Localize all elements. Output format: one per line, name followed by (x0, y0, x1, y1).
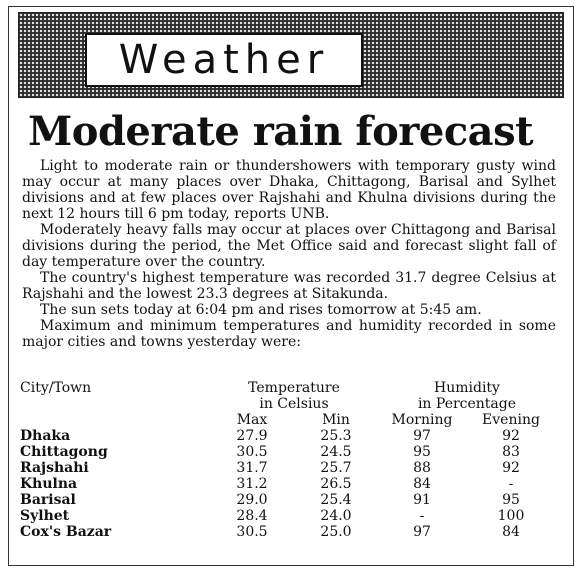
min-temp-cell: 25.7 (320, 460, 352, 476)
evening-humidity-cell: 100 (497, 508, 525, 524)
section-label: Weather (118, 37, 330, 83)
min-temp-cell: 26.5 (320, 476, 352, 492)
article-paragraph: Light to moderate rain or thundershowers with temporary gusty wind may occur at many places over Dhaka, Chittagong, Barisal and Sylhet divisions and at few places over Rajshahi and Khulna divisions during the next 12 hours till 6 pm today, reports UNB. (22, 158, 556, 222)
max-temp-cell: 31.7 (236, 460, 268, 476)
table-row (20, 492, 556, 508)
morning-humidity-cell: 84 (413, 476, 431, 492)
humidity-unit-header: in Percentage (417, 396, 517, 412)
humidity-header: Humidity (434, 380, 500, 396)
city-cell: Cox's Bazar (20, 524, 112, 540)
morning-humidity-cell: 97 (413, 428, 431, 444)
morning-humidity-cell: 97 (413, 524, 431, 540)
evening-humidity-cell: 84 (502, 524, 520, 540)
article-paragraph: The country's highest temperature was recorded 31.7 degree Celsius at Rajshahi and the lowest 23.3 degrees at Sitakunda. (22, 270, 556, 302)
min-temp-cell: 25.0 (320, 524, 352, 540)
temperature-unit-header: in Celsius (259, 396, 329, 412)
max-temp-cell: 27.9 (236, 428, 268, 444)
max-temp-cell: 30.5 (236, 524, 268, 540)
evening-humidity-cell: 83 (502, 444, 520, 460)
min-temp-cell: 25.3 (320, 428, 352, 444)
table-row (20, 508, 556, 524)
city-cell: Barisal (20, 492, 76, 508)
table-row (20, 428, 556, 444)
table-row (20, 444, 556, 460)
max-temp-cell: 30.5 (236, 444, 268, 460)
morning-humidity-cell: 95 (413, 444, 431, 460)
table-header-row-3 (20, 412, 556, 428)
min-temp-cell: 25.4 (320, 492, 352, 508)
morning-humidity-cell: 91 (413, 492, 431, 508)
max-temp-cell: 29.0 (236, 492, 268, 508)
article-paragraph: Maximum and minimum temperatures and humidity recorded in some major cities and towns yesterday were: (22, 318, 556, 350)
city-cell: Rajshahi (20, 460, 89, 476)
article-body (22, 158, 556, 350)
table-row (20, 476, 556, 492)
city-cell: Chittagong (20, 444, 108, 460)
headline: Moderate rain forecast (28, 108, 534, 155)
morning-humidity-cell: 88 (413, 460, 431, 476)
section-label-box (85, 33, 363, 87)
evening-humidity-cell: 95 (502, 492, 520, 508)
table-header-row-1 (20, 380, 556, 396)
min-temp-cell: 24.0 (320, 508, 352, 524)
max-temp-cell: 28.4 (236, 508, 268, 524)
section-banner (18, 12, 564, 98)
table-header-row-2 (20, 396, 556, 412)
city-cell: Sylhet (20, 508, 70, 524)
morning-humidity-cell: - (419, 508, 425, 524)
evening-humidity-cell: - (508, 476, 514, 492)
article-paragraph: The sun sets today at 6:04 pm and rises tomorrow at 5:45 am. (40, 302, 482, 318)
morning-column-header: Morning (391, 412, 453, 428)
city-cell: Dhaka (20, 428, 71, 444)
table-row (20, 460, 556, 476)
evening-humidity-cell: 92 (502, 428, 520, 444)
article-paragraph: Moderately heavy falls may occur at places over Chittagong and Barisal divisions during the period, the Met Office said and forecast slight fall of day temperature over the country. (22, 222, 556, 270)
min-column-header: Min (322, 412, 350, 428)
evening-humidity-cell: 92 (502, 460, 520, 476)
temperature-header: Temperature (248, 380, 340, 396)
weather-table (20, 380, 556, 540)
min-temp-cell: 24.5 (320, 444, 352, 460)
city-header: City/Town (20, 380, 92, 396)
table-body (20, 428, 556, 540)
city-cell: Khulna (20, 476, 78, 492)
table-row (20, 524, 556, 540)
max-column-header: Max (236, 412, 268, 428)
evening-column-header: Evening (482, 412, 540, 428)
max-temp-cell: 31.2 (236, 476, 268, 492)
